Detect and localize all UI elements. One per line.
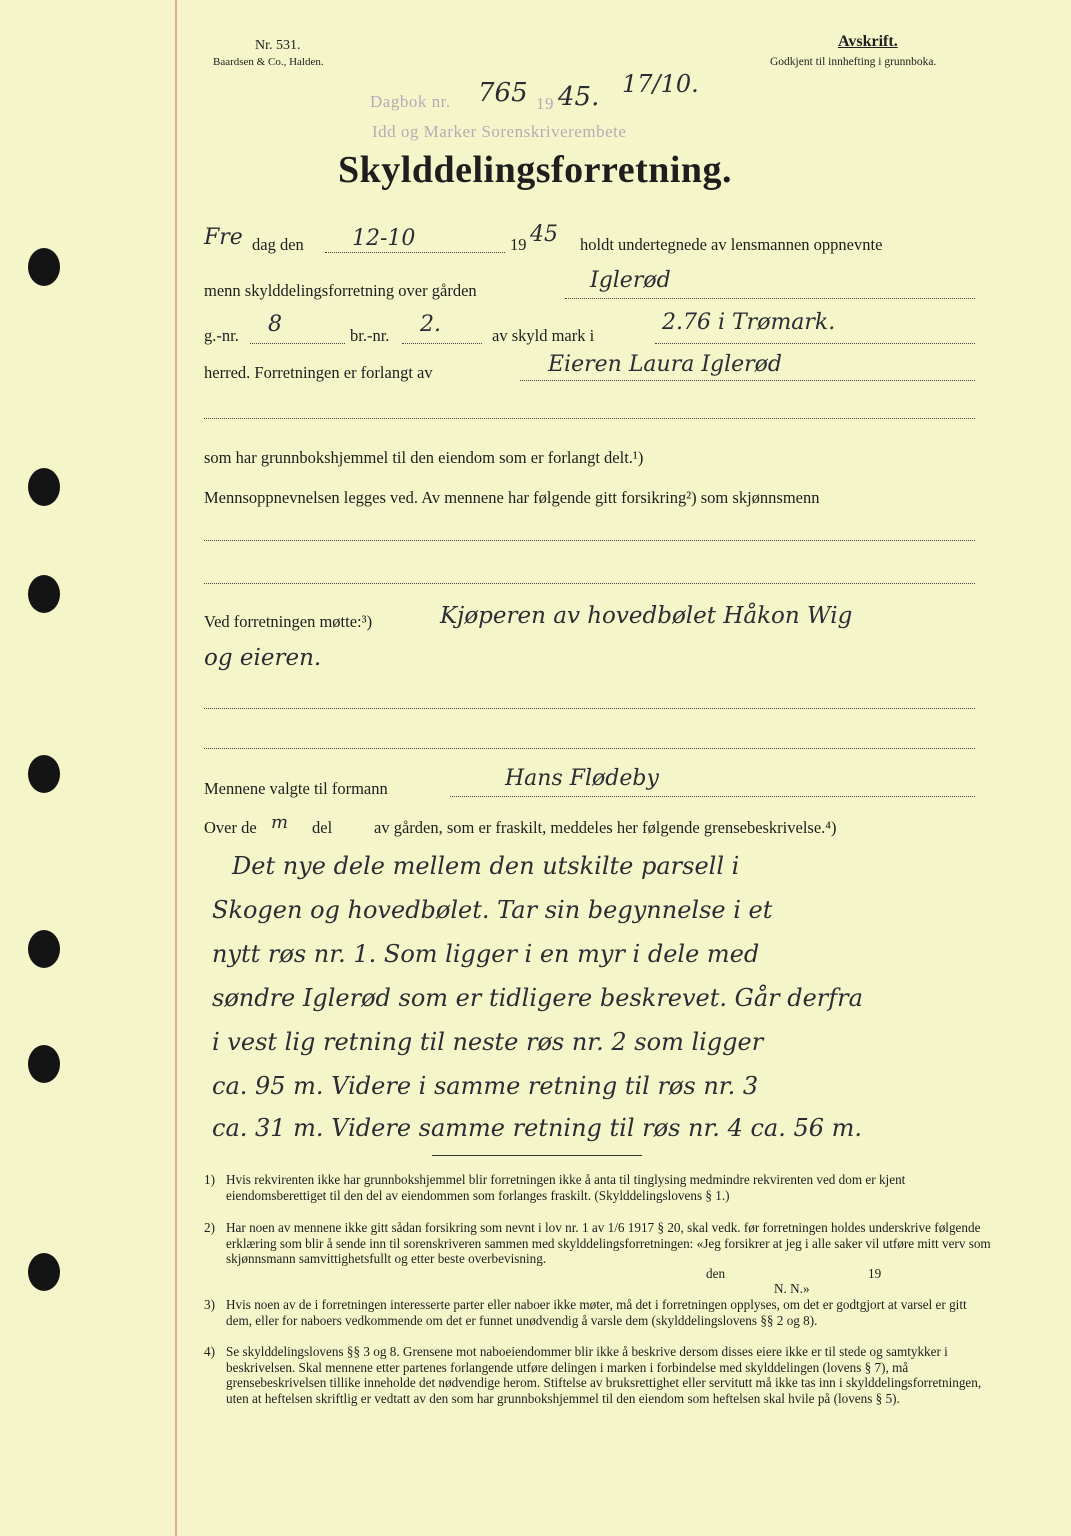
year-hand: 45	[530, 222, 558, 247]
document-title: Skylddelingsforretning.	[338, 149, 733, 191]
skyld-hand: 2.76 i Trømark.	[662, 310, 836, 335]
punch-hole	[28, 468, 60, 506]
footnote-4	[204, 1344, 994, 1406]
gnr-hand: 8	[268, 312, 282, 337]
description-line: ca. 95 m. Videre i samme retning til røs nr. 3	[212, 1072, 759, 1100]
punch-hole	[28, 248, 60, 286]
form-number: Nr. 531.	[255, 38, 301, 53]
bnr-label: br.-nr.	[350, 326, 390, 345]
publisher: Baardsen & Co., Halden.	[213, 56, 324, 68]
row6-text: Mennsoppnevnelsen legges ved. Av mennene har følgende gitt forsikring²) som skjønnsmenn	[204, 488, 820, 507]
footnote-2-year: 19	[868, 1266, 882, 1281]
punch-hole	[28, 1253, 60, 1291]
description-line: ca. 31 m. Videre samme retning til røs nr. 4 ca. 56 m.	[212, 1114, 863, 1142]
punch-hole	[28, 930, 60, 968]
description-line: søndre Iglerød som er tidligere beskrevet. Går derfra	[212, 984, 863, 1012]
del-label: del	[312, 818, 333, 837]
footnote-3	[204, 1297, 994, 1328]
attendees-hand-2: og eieren.	[204, 645, 322, 671]
footnote-number: 3)	[204, 1297, 215, 1312]
journal-label: Dagbok nr.	[370, 92, 451, 111]
attendees-label: Ved forretningen møtte:³)	[204, 612, 373, 631]
footnote-rule	[432, 1155, 642, 1156]
stamp-date: 17/10.	[622, 70, 699, 98]
gnr-label: g.-nr.	[204, 326, 239, 345]
footnote-text: Har noen av mennene ikke gitt sådan forsikring som nevnt i lov nr. 1 av 1/6 1917 § 20, skal vedk. før forretningen holdes underskrive følgende erklæring som blir å sende inn til sorenskriveren sammen med skylddelingsforretningen: «Jeg forsikrer at jeg i alle saker vil utføre mitt verv som skjønnsmann samvittighetsfullt og etter beste overbevisning.	[226, 1220, 991, 1266]
row4-text: herred. Forretningen er forlangt av	[204, 363, 433, 382]
row2-text: menn skylddelingsforretning over gården	[204, 281, 477, 300]
farm-name-hand: Iglerød	[590, 268, 671, 293]
footnote-1	[204, 1172, 994, 1203]
footnote-text: Hvis rekvirenten ikke har grunnbokshjemmel blir forretningen ikke å anta til tinglysing medmindre rekvirenten ved dom er kjent eiendomsberettiget til den del av eiendommen som forlanges fraskilt. (Skylddelingslovens § 1.)	[226, 1172, 906, 1203]
over-label: Over de	[204, 818, 257, 837]
journal-number: 765	[478, 78, 528, 108]
footnote-text: Se skylddelingslovens §§ 3 og 8. Grensene mot naboeiendommer blir ikke å beskrive dersom disses eiere ikke er til stede og samtykker i beskrivelsen. Skal mennene etter partenes forlangende utføre delingen i marken i forbindelse med skylddelingen (lovens § 7), må grensebeskrivelsen tillike inneholde det nødvendige herom. Stiftelse av bruksrettighet eller servitutt må ikke tas inn i skylddelingsforretningen, uten at heftelsen skriftlig er vedtatt av den som har grunnbokshjemmel til den eiendom som heftelsen skal hvile på (lovens § 5).	[226, 1344, 982, 1406]
row9-text: av gården, som er fraskilt, meddeles her følgende grensebeskrivelse.⁴)	[374, 818, 837, 837]
stamp-year: 45.	[558, 82, 600, 112]
weekday-hand: Fre	[204, 225, 243, 250]
year-prefix: 19	[510, 235, 527, 254]
row1-text: holdt undertegnede av lensmannen oppnevnte	[580, 235, 883, 254]
punch-hole	[28, 1045, 60, 1083]
bnr-hand: 2.	[420, 312, 441, 337]
description-line: Det nye dele mellem den utskilte parsell i	[232, 852, 740, 880]
footnote-number: 2)	[204, 1220, 215, 1235]
chairman-hand: Hans Flødeby	[505, 766, 659, 791]
footnote-2-den: den	[706, 1266, 726, 1281]
punch-hole	[28, 575, 60, 613]
date-hand: 12-10	[352, 226, 416, 251]
copy-label: Avskrift.	[838, 33, 898, 50]
over-hand: m	[271, 812, 289, 833]
dag-den-label: dag den	[252, 235, 304, 254]
description-line: Skogen og hovedbølet. Tar sin begynnelse i et	[212, 896, 773, 924]
approval-note: Godkjent til innhefting i grunnboka.	[770, 56, 937, 68]
office-stamp: Idd og Marker Sorenskriverembete	[372, 122, 627, 141]
description-line: i vest lig retning til neste røs nr. 2 som ligger	[212, 1028, 764, 1056]
attendees-hand-1: Kjøperen av hovedbølet Håkon Wig	[440, 603, 853, 629]
skyld-label: av skyld mark i	[492, 326, 595, 345]
stamp-year-prefix: 19	[536, 94, 554, 113]
row5-text: som har grunnbokshjemmel til den eiendom som er forlangt delt.¹)	[204, 448, 644, 467]
requester-hand: Eieren Laura Iglerød	[548, 352, 783, 377]
punch-hole	[28, 755, 60, 793]
footnote-text: Hvis noen av de i forretningen interesserte parter eller naboer ikke møter, må det i forretningen opplyses, om det er godtgjort at varsel er gitt dem, eller for naboers vedkommende om det er funnet unødvendig å varsle dem (skylddelingslovens §§ 2 og 8).	[226, 1297, 967, 1328]
footnote-number: 4)	[204, 1344, 215, 1359]
description-line: nytt røs nr. 1. Som ligger i en myr i dele med	[212, 940, 760, 968]
margin-line	[175, 0, 177, 1536]
footnote-number: 1)	[204, 1172, 215, 1187]
footnote-2	[204, 1220, 994, 1267]
footnote-2-signature: N. N.»	[774, 1281, 810, 1296]
chairman-label: Mennene valgte til formann	[204, 779, 388, 798]
